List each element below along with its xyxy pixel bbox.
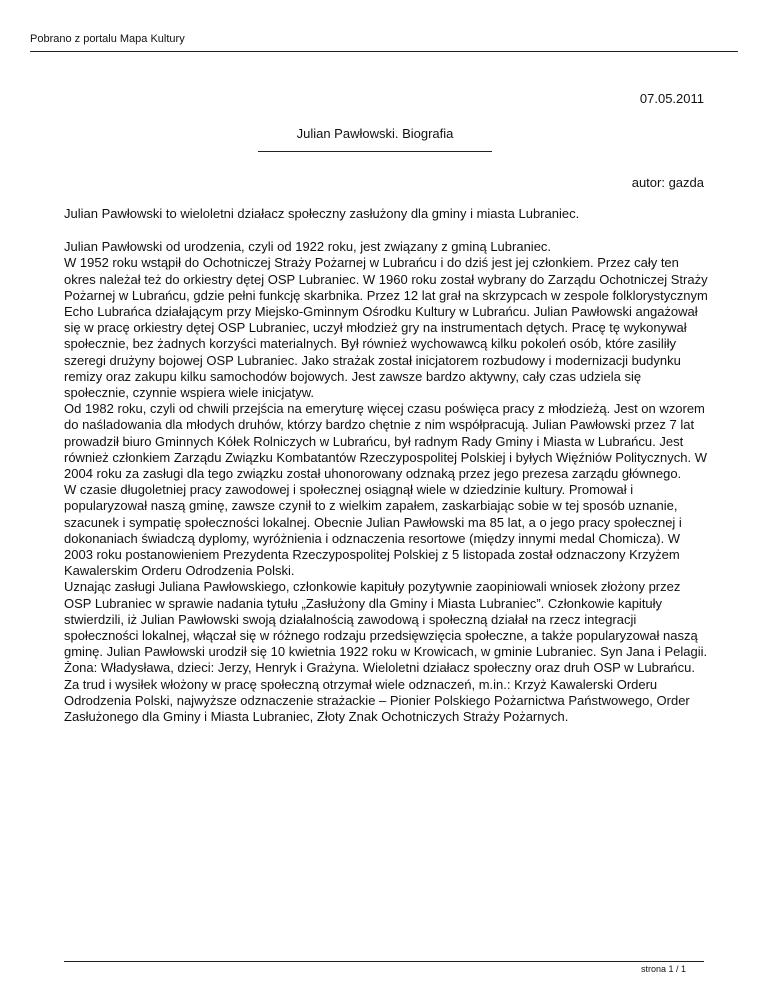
title-underline: [258, 151, 492, 152]
article-content: [64, 206, 708, 725]
footer-divider: [64, 961, 704, 962]
page-number: strona 1 / 1: [640, 964, 686, 974]
document-author: autor: gazda: [631, 175, 704, 190]
body-text: Julian Pawłowski od urodzenia, czyli od 1922 roku, jest związany z gminą Lubraniec. W 1952 roku wstąpił do Ochotniczej Straży Pożarnej w Lubrańcu i do dziś jest jej członkiem. Przez cały ten okres należał też do orkiestry dętej OSP Lubraniec. W 1960 roku został wybrany do Zarządu Ochotniczej Straży Pożarnej w Lubrańcu, gdzie pełni funkcję skarbnika. Przez 12 lat grał na skrzypcach w zespole folklorystycznym Echo Lubrańca działającym przy Miejsko-Gminnym Ośrodku Kultury w Lubrańcu. Julian Pawłowski angażował się w pracę orkiestry dętej OSP Lubraniec, uczył młodzież gry na instrumentach dętych. Pracę tę wykonywał społecznie, bez żadnych korzyści materialnych. Był również wychowawcą kilku pokoleń osób, które zasiliły szeregi drużyny bojowej OSP Lubraniec. Jako strażak został inicjatorem rozbudowy i modernizacji budynku remizy oraz zakupu kilku samochodów bojowych. Jest zawsze bardzo aktywny, cały czas udziela się społecznie, czynnie wspiera wiele inicjatyw. Od 1982 roku, czyli od chwili przejścia na emeryturę więcej czasu poświęca pracy z młodzieżą. Jest on wzorem do naśladowania dla młodych druhów, którzy bardzo chętnie z nim współpracują. Julian Pawłowski przez 7 lat prowadził biuro Gminnych Kółek Rolniczych w Lubrańcu, był radnym Rady Gminy i Miasta w Lubrańcu. Jest również członkiem Zarządu Związku Kombatantów Rzeczypospolitej Polskiej i byłych Więźniów Politycznych. W 2004 roku za zasługi dla tego związku został uhonorowany odznaką przez jego prezesa zarządu głównego. W czasie długoletniej pracy zawodowej i społecznej osiągnął wiele w dziedzinie kultury. Promował i popularyzował naszą gminę, zawsze czynił to z wielkim zapałem, zaskarbiając sobie w tej sposób uznanie, szacunek i sympatię społeczności lokalnej. Obecnie Julian Pawłowski ma 85 lat, a o jego pracy społecznej i dokonaniach świadczą dyplomy, wyróżnienia i odznaczenia resortowe (między innymi medal Chomicza). W 2003 roku postanowieniem Prezydenta Rzeczypospolitej Polskiej z 5 listopada został odznaczony Krzyżem Kawalerskim Orderu Odrodzenia Polski. Uznając zasługi Juliana Pawłowskiego, członkowie kapituły pozytywnie zaopiniowali wniosek złożony przez OSP Lubraniec w sprawie nadania tytułu „Zasłużony dla Gminy i Miasta Lubraniec”. Członkowie kapituły stwierdzili, iż Julian Pawłowski swoją działalnością zawodową i społeczną działał na rzecz integracji społeczności lokalnej, włączał się w różnego rodzaju przedsięwzięcia społeczne, a także popularyzował naszą gminę. Julian Pawłowski urodził się 10 kwietnia 1922 roku w Krowicach, w gminie Lubraniec. Syn Jana i Pelagii. Żona: Władysława, dzieci: Jerzy, Henryk i Grażyna. Wieloletni działacz społeczny oraz druh OSP w Lubrańcu. Za trud i wysiłek włożony w pracę społeczną otrzymał wiele odznaczeń, m.in.: Krzyż Kawalerski Orderu Odrodzenia Polski, najwyższe odznaczenie strażackie – Pionier Polskiego Pożarnictwa Państwowego, Order Zasłużonego dla Gminy i Miasta Lubraniec, Złoty Znak Ochotniczych Straży Pożarnych.: [64, 239, 708, 725]
document-title: Julian Pawłowski. Biografia: [296, 126, 454, 141]
document-date: 07.05.2011: [639, 91, 704, 106]
lead-paragraph: Julian Pawłowski to wieloletni działacz społeczny zasłużony dla gminy i miasta Lubraniec.: [64, 206, 580, 221]
portal-header: Pobrano z portalu Mapa Kultury: [30, 33, 185, 45]
header-divider: [30, 51, 738, 52]
